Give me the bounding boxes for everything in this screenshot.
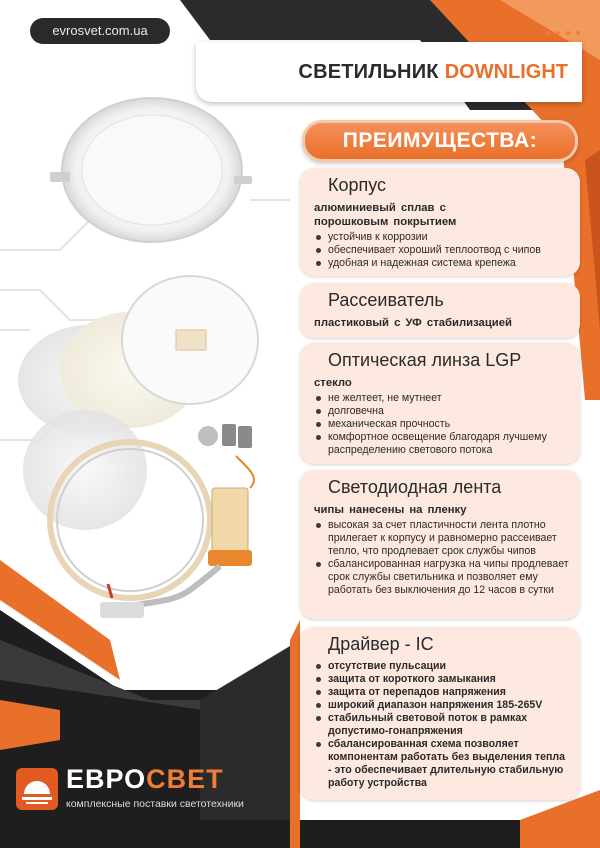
card-title: Драйвер - IC (328, 634, 434, 654)
list-item: широкий диапазон напряжения 185-265V (314, 699, 570, 712)
title-part1: СВЕТИЛЬНИК (298, 60, 439, 83)
card-optical-lens (300, 343, 580, 464)
logo-part2: СВЕТ (146, 764, 224, 794)
card-list (314, 392, 570, 457)
card-list (314, 231, 570, 270)
list-item: защита от перепадов напряжения (314, 686, 570, 699)
logo-mark-icon (16, 768, 58, 810)
card-list (314, 519, 570, 597)
list-item: отсутствие пульсации (314, 660, 570, 673)
card-driver (300, 627, 580, 800)
list-item: механическая прочность (314, 418, 570, 431)
card-led-strip (300, 470, 580, 619)
list-item: защита от короткого замыкания (314, 673, 570, 686)
list-item: комфортное освещение благодаря лучшему распределению светового потока (314, 431, 570, 457)
page-title (196, 42, 582, 102)
company-logo (14, 762, 254, 814)
card-description: пластиковый с УФ стабилизацией (314, 317, 512, 329)
card-list (314, 660, 570, 790)
site-url[interactable]: evrosvet.com.ua (30, 18, 170, 44)
card-housing (300, 168, 580, 276)
card-title: Корпус (328, 175, 387, 195)
card-title: Оптическая линза LGP (328, 350, 522, 370)
card-description: стекло (314, 377, 352, 389)
logo-wordmark (66, 764, 224, 795)
list-item: обеспечивает хороший теплоотвод с чипов (314, 244, 570, 257)
list-item: сбалансированная нагрузка на чипы продлевает срок службы светильника и позволяет ему работать без выключения до 12 часов в сутки (314, 558, 570, 597)
list-item: долговечна (314, 405, 570, 418)
list-item: не желтеет, не мутнеет (314, 392, 570, 405)
list-item: устойчив к коррозии (314, 231, 570, 244)
list-item: высокая за счет пластичности лента плотно прилегает к корпусу и равномерно рассеивает тепло, что продлевает срок службы чипов (314, 519, 570, 558)
title-part2: DOWNLIGHT (444, 60, 568, 83)
card-description: чипы нанесены на пленку (314, 504, 467, 516)
card-title: Рассеиватель (328, 290, 444, 310)
logo-tagline: комплексные поставки светотехники (66, 798, 244, 810)
list-item: стабильный световой поток в рамках допустимо-гонапряжения (314, 712, 570, 738)
card-description: алюминиевый сплав с порошковым покрытием (314, 202, 457, 228)
advantages-heading: ПРЕИМУЩЕСТВА: (302, 120, 578, 162)
card-title: Светодиодная лента (328, 477, 502, 497)
card-diffuser (300, 283, 580, 338)
list-item: сбалансированная схема позволяет компонентам работать без выделения тепла - это обеспечивает длительную стабильную работу устройства (314, 738, 570, 790)
list-item: удобная и надежная система крепежа (314, 257, 570, 270)
logo-part1: ЕВРО (66, 764, 147, 794)
